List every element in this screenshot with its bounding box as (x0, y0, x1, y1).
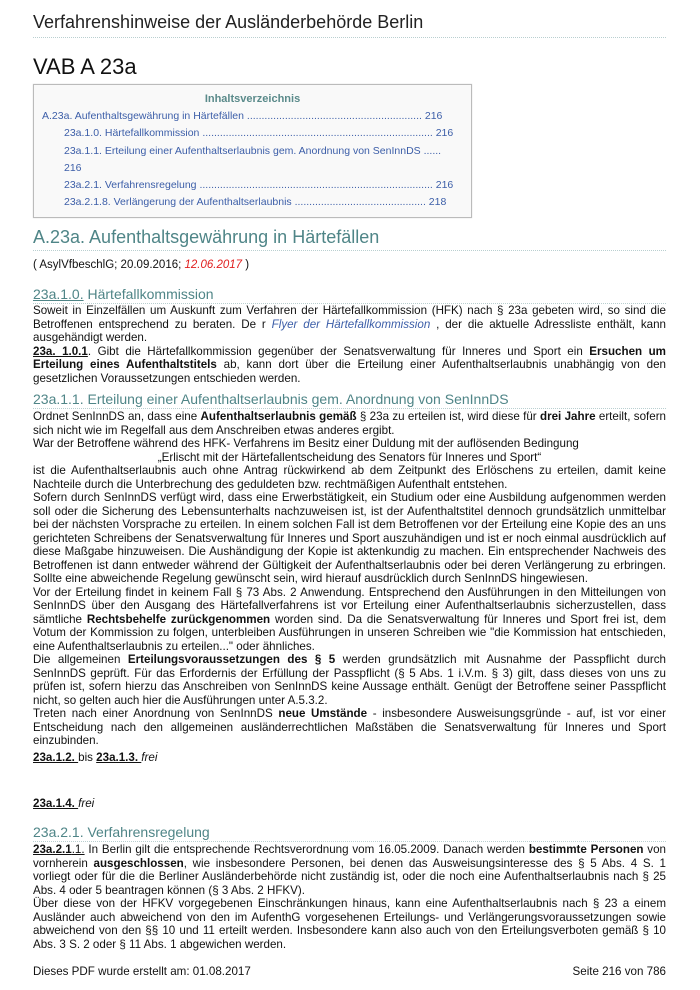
text-run: frei (141, 751, 158, 764)
subsection-title: Härtefallkommission (83, 286, 214, 302)
section-body (33, 410, 666, 748)
section-body (33, 751, 666, 765)
text-run: drei Jahre (539, 410, 596, 423)
subsection-title: 23a.2.1. Verfahrensregelung (33, 824, 210, 840)
text-run: „Erlischt mit der Härtefallentscheidung des Senators für Inneres und Sport“ (157, 450, 542, 464)
text-run: Treten nach einer Anordnung von SenInnDS (33, 707, 279, 720)
paragraph (33, 797, 666, 811)
text-run: erteilt, sofern sich nicht wie im Regelfall aus dem Anschreiben etwas anderes ergibt. (33, 410, 667, 437)
toc-item[interactable] (64, 196, 446, 208)
toc-label: 23a.1.1. Erteilung einer Aufenthaltserlaubnis gem. Anordnung von SenInnDS (64, 145, 421, 157)
paragraph (33, 897, 666, 951)
toc-label: 23a.2.1.8. Verlängerung der Aufenthaltserlaubnis (64, 196, 292, 208)
source-line (33, 259, 249, 271)
text-run: werden grundsätzlich mit Ausnahme der Passpflicht durch SenInnDS geprüft. Für das Erfordernis der Erfüllung der Passpflicht (§ 5 Abs. 1 i.V.m. § 3) gilt, dass dieses von uns zu prüfen ist, sofern hierzu das Anschreiben von SenInnDS keine Aussage enthält. Genügt der Betroffene seiner Passpflicht nicht, so gelten auch hier die Ausführungen unter A.5.3.2. (33, 653, 667, 707)
section-body (33, 304, 666, 385)
text-run: - insbesondere Ausweisungsgründe - auf, ist vor einer Entscheidung nach den allgemeinen ausländerrechtlichen Maßstäben die Senatsverwaltung für Inneres und Sport einzubinden. (33, 707, 666, 747)
toc-page: 216 (435, 179, 454, 191)
section-body (33, 843, 666, 951)
paragraph (33, 491, 666, 586)
paragraph (33, 653, 666, 707)
paragraph (33, 464, 666, 491)
paragraph (33, 751, 666, 765)
toc-title: Inhaltsverzeichnis (204, 93, 301, 105)
subsection-title: 23a.1.1. Erteilung einer Aufenthaltserlaubnis gem. Anordnung von SenInnDS (33, 391, 509, 407)
paragraph (33, 410, 666, 437)
text-run: Die allgemeinen (33, 653, 128, 666)
page-number: Seite 216 von 786 (572, 965, 666, 978)
source-suffix: ) (242, 259, 250, 271)
text-run: Erteilungsvoraussetzungen des § 5 (127, 653, 336, 666)
toc-leader: ............................................. (291, 196, 426, 208)
text-run: ausgeschlossen (93, 856, 184, 870)
text-run: Soweit in Einzelfällen um Auskunft zum Verfahren der Härtefallkommission (HFK) nach § 23a gebeten wird, so sind die Betroffenen entsprechend zu beraten. De r (33, 304, 666, 331)
text-run: ist die Aufenthaltserlaubnis auch ohne Antrag rückwirkend ab dem Zeitpunkt des Erlöschens zu erteilen, damit keine Nachteile durch die Unterbrechung des geduldeten bzw. rechtmäßigen Aufenthalt entstehen. (33, 464, 666, 491)
source-text: ( AsylVfbeschlG; 20.09.2016; (33, 259, 185, 271)
toc-page: 218 (428, 196, 447, 208)
text-run: Sofern durch SenInnDS verfügt wird, dass eine Erwerbstätigkeit, ein Studium oder eine Ausbildung aufgenommen werden soll oder die Sicherung des Lebensunterhalts nachzuweisen ist, ist der Aufenthaltstitel dennoch grundsätzlich unmittelbar bei der nächsten Vorsprache zu erteilen. In einem solchen Fall ist dem Betroffenen vor der Erteilung eine Kopie des an uns gerichteten Schreibens der Senatsverwaltung für Inneres und Sport auszuhändigen und ist er noch einmal ausdrücklich auf diese Maßgabe hinzuweisen. Die Aushändigung der Kopie ist aktenkundig zu machen. Ein entsprechender Nachweis des Betroffenen ist dann entweder während der Gültigkeit der Aufenthaltserlaubnis oder bei deren Verlängerung zu erbringen. Sollte eine abweichende Regelung gewünscht sein, wird hierauf ausdrücklich durch SenInnDS hingewiesen. (33, 491, 666, 585)
text-run: worden sind. Da die Senatsverwaltung für Inneres und Sport frei ist, dem Votum der Kommission zu folgen, unterbleiben Ausführungen in unseren Schreiben wie "die Kommission hat entschieden, eine Aufenthaltserlaubnis zu erteilen..." oder ähnliches. (33, 612, 666, 653)
document-title: VAB A 23a (33, 54, 137, 79)
toc-leader: ................................................................................ (196, 179, 433, 191)
subsection-heading (33, 391, 666, 409)
text-run: Ordnet SenInnDS an, dass eine (33, 410, 201, 423)
toc-leader: ............................................................................... (199, 127, 433, 139)
subsection-number[interactable]: 23a.1.0. (33, 286, 84, 302)
text-run: . Gibt die Härtefallkommission gegenüber der Senatsverwaltung für Inneres und Sport ein (87, 344, 590, 358)
subsection-heading (33, 824, 666, 842)
paragraph-number: 23a.1.2. (33, 751, 79, 764)
text-run: Ersuchen um Erteilung eines Aufenthaltstitels (33, 344, 666, 371)
toc-label: 23a.2.1. Verfahrensregelung (64, 179, 197, 191)
amendment-date: 12.06.2017 (184, 259, 243, 271)
paragraph (33, 707, 666, 748)
text-run: bis (78, 751, 97, 764)
text-run: neue Umstände (278, 707, 368, 720)
paragraph (33, 345, 666, 386)
toc-page: 216 (424, 110, 443, 122)
text-run: Aufenthaltserlaubnis gemäß (200, 410, 357, 423)
toc-label: A.23a. Aufenthaltsgewährung in Härtefällen (42, 110, 244, 122)
toc-leader: ...... (420, 145, 442, 157)
paragraph (33, 843, 666, 897)
page-footer (33, 965, 666, 978)
section-divider (33, 250, 666, 251)
toc-page: 216 (64, 162, 82, 174)
paragraph (33, 437, 666, 451)
toc-item[interactable] (64, 127, 453, 139)
paragraph-number: .1. (71, 843, 85, 856)
toc-item-page-wrapped[interactable] (64, 162, 82, 174)
running-header: Verfahrenshinweise der Ausländerbehörde Berlin (33, 12, 424, 32)
section-heading: A.23a. Aufenthaltsgewährung in Härtefällen (33, 227, 380, 247)
created-date: Dieses PDF wurde erstellt am: 01.08.2017 (33, 965, 251, 978)
paragraph-number: 23a.1.4. (33, 797, 79, 810)
table-of-contents (33, 84, 472, 218)
toc-label: 23a.1.0. Härtefallkommission (64, 127, 200, 139)
text-run: ab, kann dort über die Erteilung einer Aufenthaltserlaubnis unabhängig von den gesetzlichen Voraussetzungen entschieden werden. (33, 358, 666, 385)
toc-page: 216 (435, 127, 454, 139)
text-run: War der Betroffene während des HFK- Verfahrens im Besitz einer Duldung mit der auflösenden Bedingung (33, 437, 579, 450)
subsection-heading (33, 286, 666, 304)
toc-leader: ............................................................ (243, 110, 422, 122)
paragraph (33, 451, 666, 465)
header-divider (33, 37, 666, 38)
toc-item[interactable] (64, 179, 453, 191)
paragraph (33, 304, 666, 345)
paragraph-number: 23a.2.1 (33, 843, 72, 856)
text-run: , der die aktuelle Adressliste enthält, kann ausgehändigt werden. (33, 317, 666, 344)
toc-item[interactable] (42, 110, 442, 122)
text-run: , wie insbesondere Personen, bei denen das Ausweisungsinteresse des § 5 Abs. 4 S. 1 vorliegt oder für die die Berliner Ausländerbehörde nicht zuständig ist, oder die noch eine Aufenthaltserlaubnis nach § 25 Abs. 4 oder 5 beantragen können (§ 3 Abs. 2 HFKV). (33, 856, 666, 897)
flyer-link[interactable]: Flyer der Härtefallkommission (271, 317, 431, 331)
text-run: bestimmte Personen (528, 843, 644, 856)
text-run: Vor der Erteilung findet in keinem Fall § 73 Abs. 2 Anwendung. Entsprechend den Ausführungen in den Mitteilungen von SenInnDS über den Ausgang des Härtefallverfahrens ist vor Erteilung einer Aufenthaltserlaubnis sicherzustellen, dass sämtliche (33, 585, 666, 626)
paragraph (33, 586, 666, 654)
text-run: Über diese von der HFKV vorgegebenen Einschränkungen hinaus, kann eine Aufenthaltserlaubnis nach § 23 a einem Ausländer auch abweichend von den im AufenthG vorgesehenen Erteilungs- und Verlängerungsvoraussetzungen sowie abweichend von den §§ 10 und 11 erteilt werden. Insbesondere kann also auch von den Erteilungsverboten gemäß § 10 Abs. 3 S. 2 oder § 11 Abs. 1 abgewichen werden. (33, 897, 666, 951)
text-run: von vornherein (33, 843, 667, 870)
text-run: Rechtsbehelfe zurückgenommen (86, 612, 271, 626)
text-run: § 23a zu erteilen ist, wird diese für (356, 410, 540, 423)
paragraph-number: 23a. 1.0.1 (33, 344, 88, 358)
text-run: In Berlin gilt die entsprechende Rechtsverordnung vom 16.05.2009. Danach werden (84, 843, 529, 856)
paragraph-number: 23a.1.3. (96, 751, 142, 764)
section-body (33, 797, 666, 811)
text-run: frei (78, 797, 95, 810)
toc-item[interactable] (64, 145, 441, 157)
